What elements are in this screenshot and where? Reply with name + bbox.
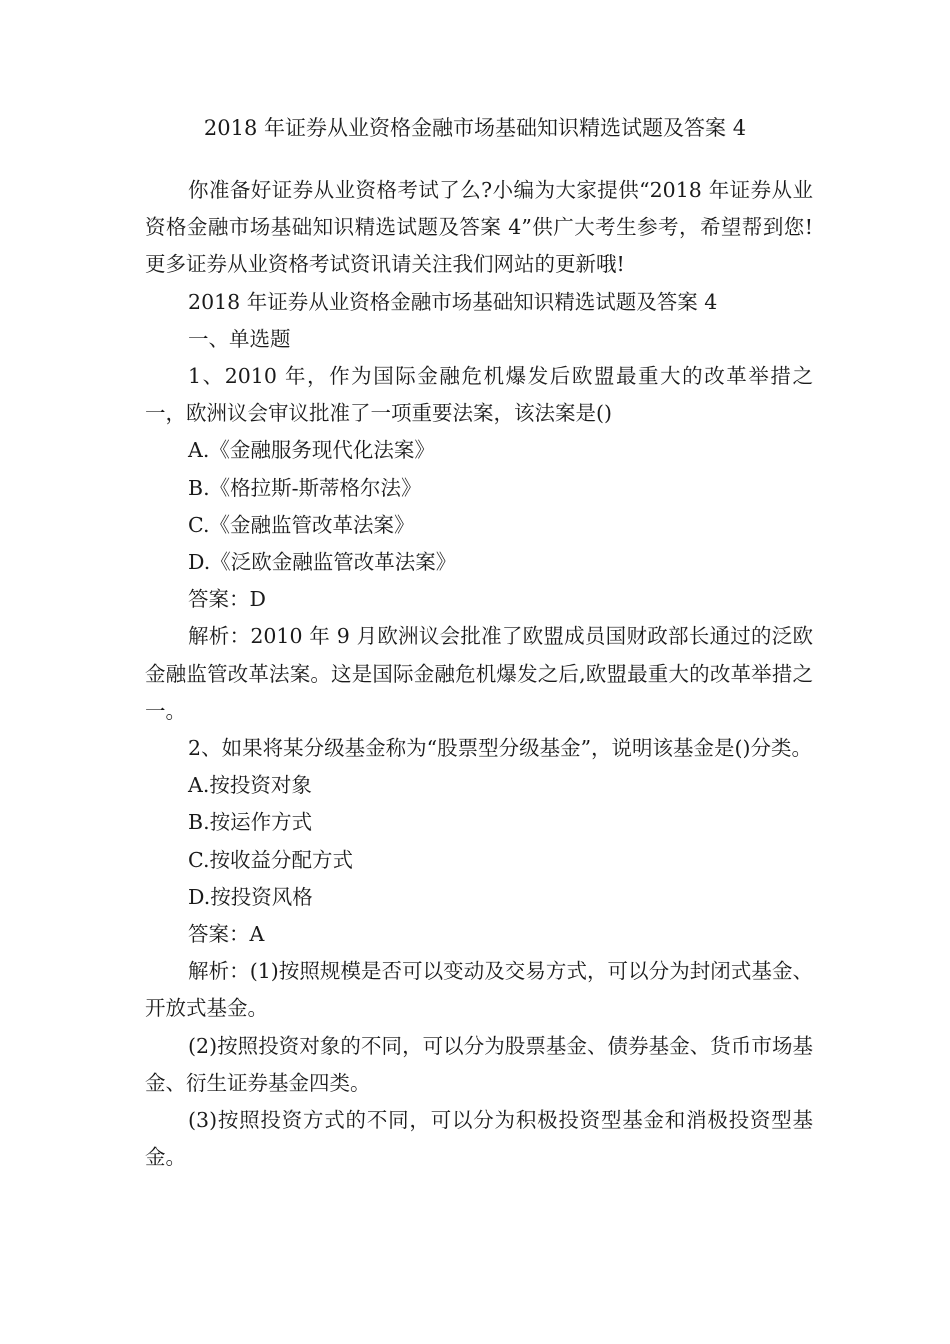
- q2-explanation-1: 解析：(1)按照规模是否可以变动及交易方式，可以分为封闭式基金、开放式基金。: [145, 959, 813, 1021]
- intro-paragraph: 你准备好证券从业资格考试了么?小编为大家提供“2018 年证券从业资格金融市场基础知识精选试题及答案 4”供广大考生参考，希望帮到您!更多证券从业资格考试资讯请关注我们网站的更新哦!: [145, 178, 813, 277]
- q1-option-a: A.《金融服务现代化法案》: [188, 438, 435, 463]
- question-2: 2、如果将某分级基金称为“股票型分级基金”，说明该基金是()分类。: [188, 736, 813, 761]
- q1-answer: 答案：D: [188, 587, 266, 612]
- q2-answer: 答案：A: [188, 922, 265, 947]
- q2-option-b: B.按运作方式: [188, 810, 313, 835]
- document-title: 2018 年证券从业资格金融市场基础知识精选试题及答案 4: [203, 116, 747, 140]
- section-heading: 一、单选题: [188, 326, 291, 351]
- q1-option-b: B.《格拉斯-斯蒂格尔法》: [188, 475, 422, 500]
- question-1: 1、2010 年，作为国际金融危机爆发后欧盟最重大的改革举措之一，欧洲议会审议批准了一项重要法案，该法案是(): [145, 364, 813, 426]
- q2-explanation-2: (2)按照投资对象的不同，可以分为股票基金、债券基金、货币市场基金、衍生证券基金四类。: [145, 1033, 813, 1095]
- q1-explanation: 解析：2010 年 9 月欧洲议会批准了欧盟成员国财政部长通过的泛欧金融监管改革法案。这是国际金融危机爆发之后,欧盟最重大的改革举措之一。: [145, 624, 813, 723]
- q2-option-c: C.按收益分配方式: [188, 847, 354, 872]
- subtitle-paragraph: 2018 年证券从业资格金融市场基础知识精选试题及答案 4: [188, 289, 718, 314]
- q1-option-c: C.《金融监管改革法案》: [188, 512, 415, 537]
- q2-explanation-3: (3)按照投资方式的不同，可以分为积极投资型基金和消极投资型基金。: [145, 1108, 813, 1170]
- q2-option-d: D.按投资风格: [188, 884, 313, 909]
- document-body: [145, 172, 813, 1176]
- q2-option-a: A.按投资对象: [188, 773, 312, 798]
- q1-option-d: D.《泛欧金融监管改革法案》: [188, 550, 457, 575]
